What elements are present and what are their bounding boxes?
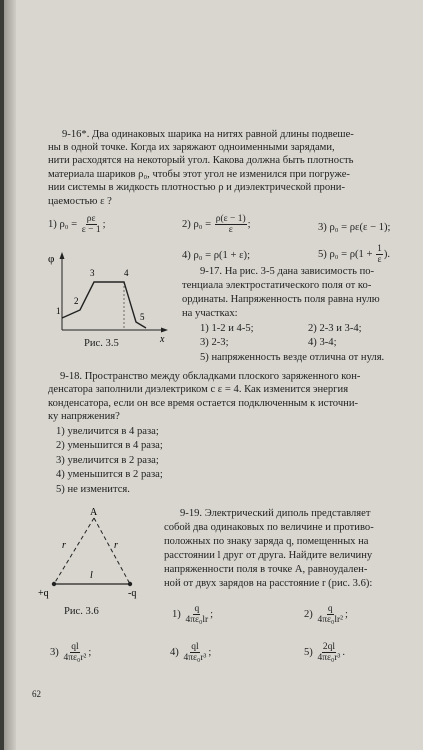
left-charge-label: +q [38,588,49,599]
text-line: 9-19. Электрический диполь представляет [180,508,371,519]
text-line: нии системы в жидкость плотностью ρ и диэлектрической прони- [48,182,345,193]
text-line: конденсатора, если он все время остается подключенным к источни- [48,398,359,409]
charge-negative [128,582,132,586]
text-line: 9-16*. Два одинаковых шарика на нитях равной длины подвеше- [62,129,354,140]
text-line: тенциала электростатического поля от ко- [182,280,372,291]
answer-option-4: 4) $\frac{ql}{\text{4πε₀r³}}$ ; [170,642,212,663]
x-axis-arrow [161,328,168,333]
text-line: ординаты. Напряженность поля равна нулю [182,294,380,305]
point-label: 5 [140,312,145,322]
side-label: r [62,540,66,551]
charge-positive [52,582,56,586]
figure-3-5-caption: Рис. 3.5 [84,338,119,349]
figure-3-5 [48,250,182,350]
point-label: 3 [90,268,95,278]
text-line: нити расходятся на некоторый угол. Какова должна быть плотность [48,155,354,166]
text-line: 9-17. На рис. 3-5 дана зависимость по- [200,266,375,277]
text-line: расстоянии l друг от друга. Найдите величину [164,550,373,561]
answer-option-5: 5) не изменится. [56,484,130,495]
point-label: 4 [124,268,129,278]
side-label: r [114,540,118,551]
text-line: на участках: [182,308,238,319]
answer-option-1: 1) ρ₀ = $\frac{\rho\varepsilon}{\varepsilon - 1}$ ; [48,214,106,235]
text-line: собой два одинаковых по величине и противо- [164,522,374,533]
book-page [4,0,423,750]
point-label: 2 [74,296,79,306]
answer-option-1: 1) увеличится в 4 раза; [56,426,159,437]
figure-3-6-caption: Рис. 3.6 [64,606,99,617]
answer-option-5: 5) напряженность везде отлична от нуля. [200,352,385,363]
point-label: 1 [56,306,61,316]
answer-option-3: 3) $\frac{ql}{\text{4πε₀r²}}$ ; [50,642,92,663]
side-left [54,518,94,584]
text-line: денсатора заполнили диэлектриком с ε = 4. Как изменится энергия [48,384,349,395]
answer-option-3: 3) ρ₀ = ρε(ε − 1); [318,222,391,233]
right-charge-label: -q [128,588,137,599]
answer-option-3: 3) 2-3; [200,337,229,348]
text-line: ку напряжения? [48,411,120,422]
text-line: ны в одной точке. Когда их заряжают одноименными зарядами, [48,142,335,153]
text-line: цаемостью ε ? [48,196,112,207]
answer-option-5: 5) $\frac{2ql}{\text{4πε₀r³}}$ . [304,642,345,663]
axis-x-label: x [160,334,165,345]
answer-option-4: 4) ρ₀ = ρ(1 + ε); [182,250,251,261]
figure-3-6 [38,506,148,600]
answer-option-1: 1) 1-2 и 4-5; [200,323,254,334]
base-label: l [90,570,93,581]
answer-option-2: 2) $\frac{q}{\text{4πε₀lr²}}$ ; [304,604,348,625]
text-line: напряженности поля в точке A, равноудален- [164,564,368,575]
text-line: 9-18. Пространство между обкладками плоского заряженного кон- [60,371,361,382]
answer-option-4: 4) 3-4; [308,337,337,348]
text-line: ной от двух зарядов на расстояние r (рис. 3.6): [164,578,373,589]
side-right [94,518,130,584]
answer-option-3: 3) увеличится в 2 раза; [56,455,159,466]
page-number: 62 [32,689,41,699]
answer-option-5: 5) ρ₀ = ρ(1 + $\frac{1}{\varepsilon}$ ). [318,244,391,265]
answer-option-2: 2) 2-3 и 3-4; [308,323,362,334]
answer-option-1: 1) $\frac{q}{\text{4πε₀lr}}$ ; [172,604,214,625]
axis-y-label: φ [48,253,55,265]
answer-option-4: 4) уменьшится в 2 раза; [56,469,163,480]
answer-option-2: 2) ρ₀ = $\frac{\rho(\varepsilon - 1)}{\varepsilon}$ ; [182,214,251,235]
text-line: положных по знаку заряда q, помещенных на [164,536,369,547]
vertex-label: A [90,507,98,518]
text-line: материала шариков ρ₀, чтобы этот угол не изменился при погруже- [48,169,350,180]
answer-option-2: 2) уменьшится в 4 раза; [56,440,163,451]
y-axis-arrow [60,252,65,259]
